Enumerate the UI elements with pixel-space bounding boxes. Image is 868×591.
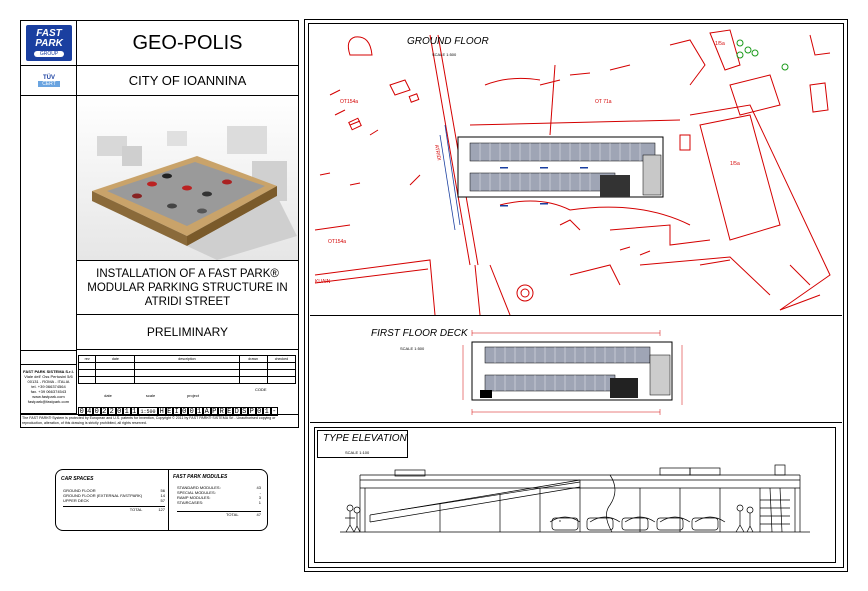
summary-panel bbox=[55, 469, 268, 531]
type-elevation-drawing bbox=[340, 460, 810, 540]
module-row-label: STANDARD MODULES: bbox=[177, 485, 221, 490]
code-cell: 0 bbox=[117, 408, 122, 416]
ground-floor-plan bbox=[310, 25, 840, 315]
code-cell: 0 bbox=[182, 408, 187, 416]
code-cell: I bbox=[174, 408, 179, 416]
code-cell: E bbox=[227, 408, 232, 416]
company-line-5: www.fastpark.com bbox=[32, 394, 65, 399]
code-cell: 1 bbox=[132, 408, 137, 416]
section-divider-2 bbox=[310, 422, 842, 423]
code-cell: 1 bbox=[197, 408, 202, 416]
module-row-label: SPECIAL MODULES: bbox=[177, 490, 216, 495]
city-name: CITY OF IOANNINA bbox=[128, 73, 247, 88]
ground-floor-title: GROUND FLOOR bbox=[407, 36, 489, 47]
car-row-label: UPPER DECK bbox=[63, 498, 90, 503]
meta-date-header: date bbox=[104, 393, 112, 398]
revision-row bbox=[79, 363, 296, 370]
footer-note-cell bbox=[20, 414, 299, 429]
cert-logo-cell bbox=[20, 65, 77, 96]
drawn-header: drawn bbox=[239, 356, 267, 363]
description-line-2: MODULAR PARKING STRUCTURE IN bbox=[87, 281, 288, 294]
module-total-label: TOTAL bbox=[226, 512, 239, 517]
car-total-value: 127 bbox=[158, 507, 165, 512]
ground-floor-scale: SCALE 1:500 bbox=[432, 52, 457, 57]
revision-row bbox=[79, 370, 296, 377]
code-cell: H bbox=[159, 408, 164, 416]
car-row-value: 57 bbox=[160, 498, 165, 503]
car-row-label: GROUND FLOOR (EXTERNAL FASTPARK) bbox=[63, 493, 143, 498]
company-line-1: Viale dell' Oss Pertusini 5/6 bbox=[24, 374, 73, 379]
modules-total bbox=[177, 511, 261, 517]
code-cell: 0 bbox=[79, 408, 84, 416]
code-cell: 0 bbox=[257, 408, 262, 416]
map-label: OT154a bbox=[328, 239, 347, 245]
module-row-value: 1 bbox=[258, 500, 261, 505]
meta-headers bbox=[78, 393, 296, 398]
description-header: description bbox=[135, 356, 239, 363]
code-cell: 4 bbox=[87, 408, 92, 416]
code-cell: 0 bbox=[189, 408, 194, 416]
first-floor-title: FIRST FLOOR DECK bbox=[371, 328, 468, 339]
car-row-value: 56 bbox=[160, 488, 165, 493]
parking-rendering bbox=[77, 96, 298, 260]
revision-table bbox=[78, 355, 296, 384]
module-total-value: 47 bbox=[256, 512, 261, 517]
module-row-label: RAMP MODULES: bbox=[177, 495, 211, 500]
car-row-value: 14 bbox=[160, 493, 165, 498]
logo-cell bbox=[20, 20, 77, 66]
revision-row bbox=[79, 377, 296, 384]
code-cell: 1 bbox=[264, 408, 269, 416]
module-row-value: 3 bbox=[258, 495, 261, 500]
code-cell: 2 bbox=[109, 408, 114, 416]
module-row-value: 43 bbox=[256, 485, 261, 490]
status-cell bbox=[76, 314, 299, 350]
module-row-label: STAIRCASES: bbox=[177, 500, 204, 505]
city-cell bbox=[76, 65, 299, 96]
checked-header: checked bbox=[267, 356, 295, 363]
project-name: GEO-POLIS bbox=[132, 31, 243, 54]
map-label: KUAIN bbox=[315, 279, 331, 285]
car-spaces-title: CAR SPACES bbox=[61, 476, 94, 482]
first-floor-scale: SCALE 1:500 bbox=[400, 346, 425, 351]
left-blank-image-col bbox=[20, 95, 77, 365]
logo-group: GROUP bbox=[34, 51, 64, 57]
map-label: 1/5a bbox=[730, 161, 740, 167]
meta-scale-header: scale bbox=[145, 393, 156, 398]
map-label: ATRIDI bbox=[433, 144, 442, 162]
code-cell: D bbox=[234, 408, 239, 416]
code-cell: R bbox=[219, 408, 224, 416]
map-label: OT154a bbox=[340, 99, 359, 105]
code-cell: A bbox=[204, 408, 209, 416]
module-row-value: - bbox=[259, 490, 261, 495]
rendering-cell bbox=[76, 95, 299, 261]
code-cell: - bbox=[272, 408, 277, 416]
car-spaces-row bbox=[63, 498, 165, 503]
description-line-1: INSTALLATION OF A FAST PARK® bbox=[96, 267, 279, 280]
modules-title: FAST PARK MODULES bbox=[173, 474, 228, 480]
company-line-6: fastpark@fastpark.com bbox=[27, 399, 70, 404]
project-name-cell bbox=[76, 20, 299, 66]
cert-logo-mid: CERT bbox=[38, 81, 60, 87]
code-cell: 2 bbox=[102, 408, 107, 416]
code-cell: E bbox=[167, 408, 172, 416]
cert-logo-top: TÜV bbox=[43, 75, 55, 81]
modules-rows bbox=[177, 485, 261, 517]
code-cell: P bbox=[249, 408, 254, 416]
company-line-3: tel. +39 066374564 bbox=[31, 384, 66, 389]
company-name: FAST PARK SISTEMA S.r.l. bbox=[23, 369, 74, 374]
fastpark-logo bbox=[26, 25, 72, 61]
ground-floor-structure bbox=[458, 137, 663, 207]
description-cell bbox=[76, 260, 299, 315]
footer-note: The FAST PARK® System is protected by European and U.S. patents for Invention, Copyright © 2011 by FAST PARK® SISTEMA Srl - Unauthorised copying or reproduction, alteration, of this drawing is strictly prohibited, all rights reserved. bbox=[22, 416, 276, 425]
car-spaces-rows bbox=[63, 488, 165, 512]
code-cell: S bbox=[242, 408, 247, 416]
elevation-title: TYPE ELEVATION bbox=[323, 433, 407, 444]
car-spaces-total bbox=[63, 506, 165, 512]
rev-header: rev bbox=[79, 356, 96, 363]
company-line-4: fax. +39 066374543 bbox=[30, 389, 67, 394]
meta-project-header: project bbox=[186, 393, 199, 398]
map-label: OT 71a bbox=[595, 99, 612, 105]
code-cell: P bbox=[212, 408, 217, 416]
code-label: CODE bbox=[255, 387, 267, 392]
company-line-2: 00131 - ROMA - ITALIA bbox=[27, 379, 70, 384]
first-floor-plan bbox=[460, 330, 690, 415]
code-cell: 1 bbox=[124, 408, 129, 416]
logo-park: PARK bbox=[35, 38, 63, 49]
elevation-scale: SCALE 1:100 bbox=[345, 450, 370, 455]
cert-logo bbox=[31, 69, 67, 93]
module-row bbox=[177, 500, 261, 505]
description-line-3: ATRIDI STREET bbox=[144, 295, 231, 308]
date-header: date bbox=[96, 356, 135, 363]
status-label: PRELIMINARY bbox=[146, 325, 229, 339]
code-cell: 0 bbox=[94, 408, 99, 416]
car-row-label: GROUND FLOOR bbox=[63, 488, 96, 493]
map-label: 1/5a bbox=[715, 41, 725, 47]
company-cell bbox=[20, 350, 77, 414]
code-cell: 1:500 bbox=[138, 407, 158, 416]
section-divider-1 bbox=[310, 315, 842, 316]
car-total-label: TOTAL bbox=[129, 507, 143, 512]
summary-divider bbox=[168, 470, 169, 530]
logo-fast: FAST bbox=[36, 28, 62, 39]
